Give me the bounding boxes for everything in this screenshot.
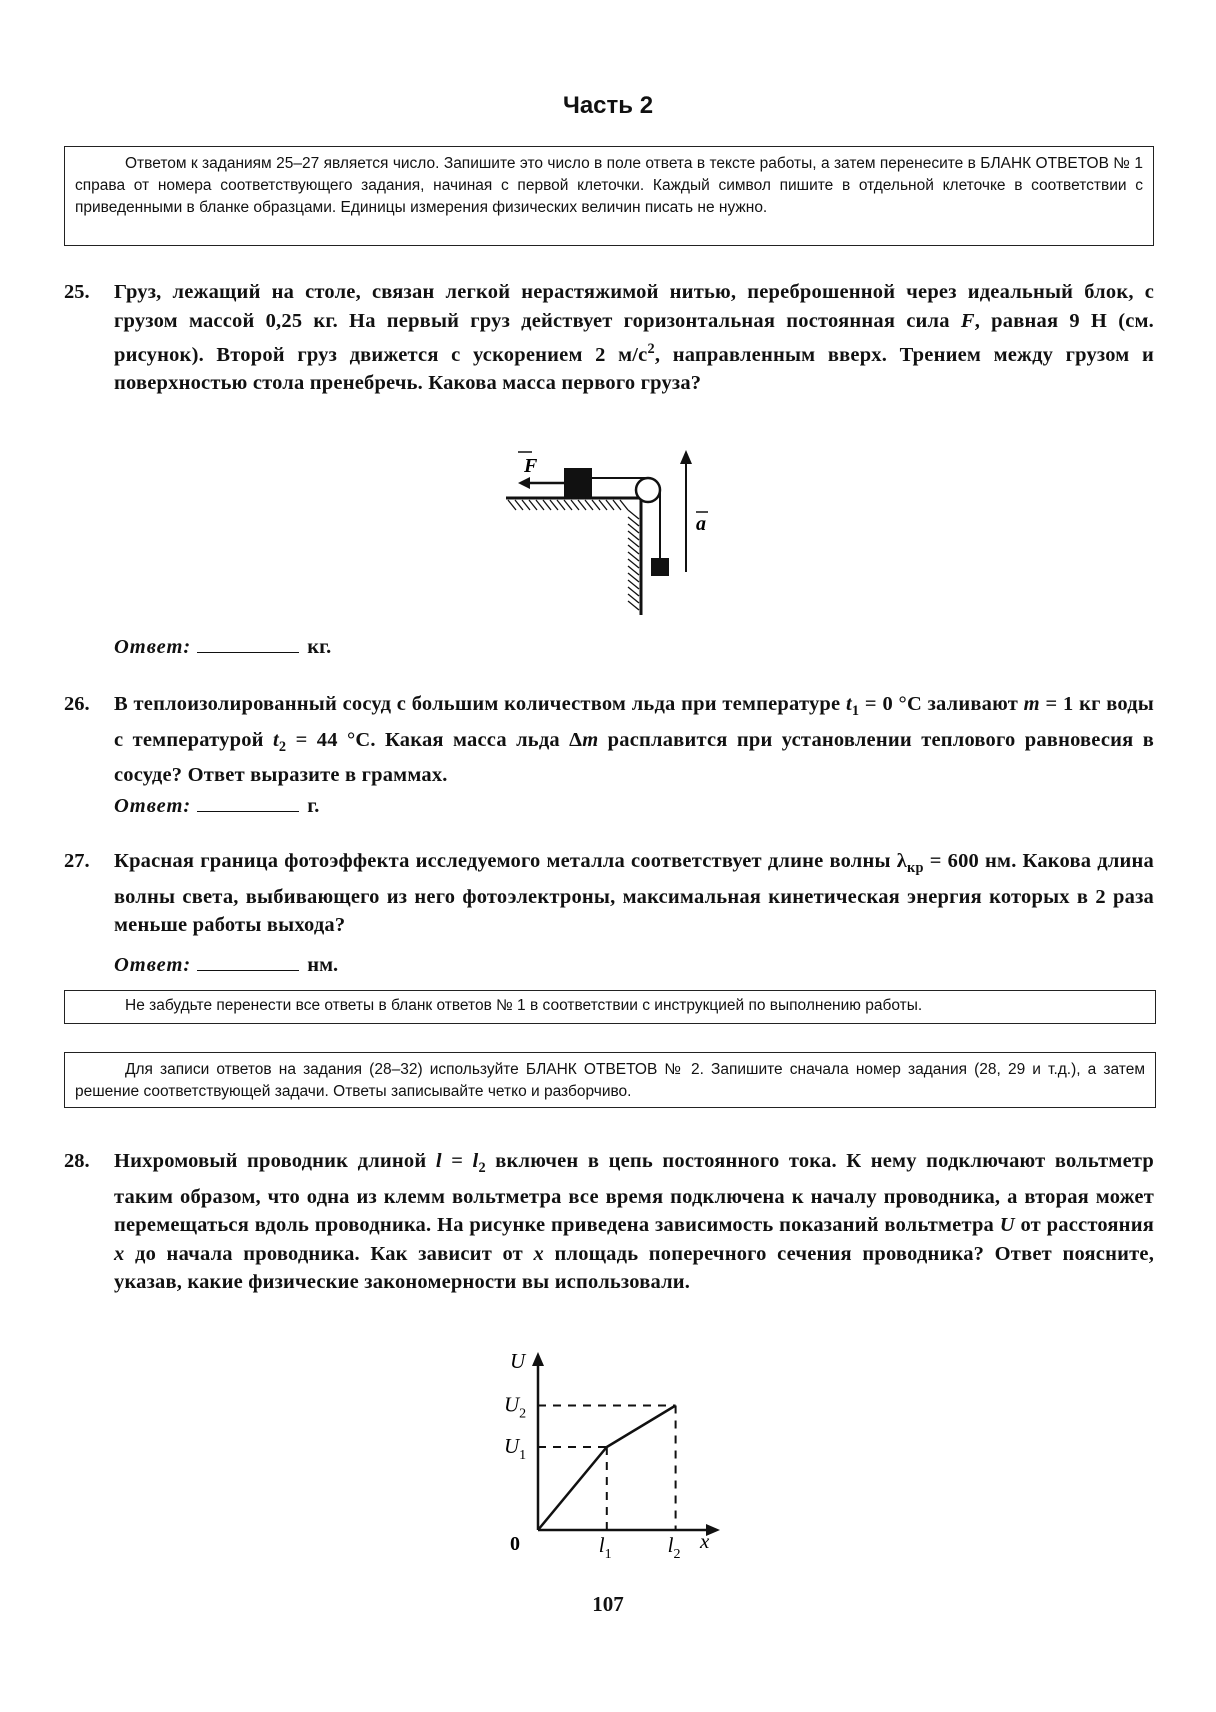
acceleration-label: a	[696, 513, 706, 535]
task-text: В теплоизолированный сосуд с большим количеством льда при температуре $t_1 = 0$ °С заливают m = 1 кг воды с температурой $t_2 = 44$ °С. Какая масса льда Δm расплавится при установлении теплового равновесия в сосуде? Ответ выразите в граммах.	[114, 693, 1155, 787]
answer-unit: г.	[307, 795, 320, 817]
reminder-text: Не забудьте перенести все ответы в бланк ответов № 1 в соответствии с инструкцией по выполнению работы.	[125, 997, 923, 1014]
x-axis-label: x	[700, 1529, 710, 1553]
answer-field-25[interactable]	[197, 634, 299, 653]
y-axis-arrow	[532, 1352, 544, 1366]
instruction-box-2	[64, 1052, 1156, 1108]
task-text: Нихромовый проводник длиной $l = l_2$ включен в цепь постоянного тока. К нему подключают вольтметр таким образом, что одна из клемм вольтметра все время подключена к началу проводника, а вторая может перемещаться вдоль проводника. На рисунке приведена зависимость показаний вольтметра U от расстояния x до начала проводника. Как зависит от x площадь поперечного сечения проводника? Ответ поясните, указав, какие физические закономерности вы использовали.	[114, 1150, 1155, 1294]
answer-27	[114, 952, 338, 977]
task-28	[64, 1147, 1154, 1297]
instruction-text-2: Для записи ответов на задания (28–32) используйте БЛАНК ОТВЕТОВ № 2. Запишите сначала номер задания (28, 29 и т.д.), а затем решение соответствующей задачи. Ответы записывайте четко и разборчиво.	[75, 1061, 1145, 1100]
task-25	[64, 278, 1154, 398]
answer-label: Ответ:	[114, 954, 192, 976]
pulley	[636, 478, 660, 502]
task-26	[64, 690, 1154, 790]
answer-field-26[interactable]	[197, 793, 299, 812]
task-text: Красная граница фотоэффекта исследуемого металла соответствует длине волны $\lambda_{кр} = 600$ нм. Какова длина волны света, выбивающего из него фотоэлектроны, максимальная кинетическая энергия которых в 2 раза меньше работы выхода?	[114, 850, 1154, 937]
part-title: Часть 2	[562, 92, 654, 119]
answer-field-27[interactable]	[197, 952, 299, 971]
task-number: 27.	[64, 850, 90, 872]
task-text: Груз, лежащий на столе, связан легкой нерастяжимой нитью, переброшенной через идеальный блок, с грузом массой 0,25 кг. На первый груз действует горизонтальная постоянная сила F, равная 9 Н (см. рисунок). Второй груз движется с ускорением 2 $м/с^2$, направленным вверх. Трением между грузом и поверхностью стола пренебречь. Какова масса первого груза?	[114, 281, 1155, 395]
task-number: 26.	[64, 693, 90, 715]
instruction-text-1: Ответом к заданиям 25–27 является число. Запишите это число в поле ответа в тексте работы, а затем перенесите в БЛАНК ОТВЕТОВ № 1 справа от номера соответствующего задания, начиная с первой клеточки. Каждый символ пишите в отдельной клеточке в соответствии с приведенными в бланке образцами. Единицы измерения физических величин писать не нужно.	[75, 155, 1143, 216]
origin-label: 0	[510, 1533, 520, 1555]
task-27	[64, 847, 1154, 940]
page-number: 107	[592, 1592, 624, 1616]
answer-label: Ответ:	[114, 636, 192, 658]
answer-unit: нм.	[307, 954, 339, 976]
task-25-figure	[496, 440, 736, 640]
tick-label-l1: $l_1$	[598, 1533, 612, 1562]
task-number: 28.	[64, 1150, 90, 1172]
tick-label-u1: $U_1$	[504, 1434, 527, 1463]
tick-label-l2: $l_2$	[667, 1533, 681, 1562]
block-1	[564, 468, 592, 498]
force-label: F	[524, 455, 538, 477]
answer-unit: кг.	[307, 636, 332, 658]
u-x-graph	[498, 1346, 738, 1566]
answer-25	[114, 634, 331, 659]
answer-26	[114, 793, 319, 818]
answer-label: Ответ:	[114, 795, 192, 817]
reminder-box	[64, 990, 1156, 1024]
y-axis-label: U	[510, 1349, 526, 1373]
task-number: 25.	[64, 281, 90, 303]
block-2	[651, 558, 669, 576]
instruction-box-1	[64, 146, 1154, 246]
tick-label-u2: $U_2$	[504, 1392, 527, 1422]
